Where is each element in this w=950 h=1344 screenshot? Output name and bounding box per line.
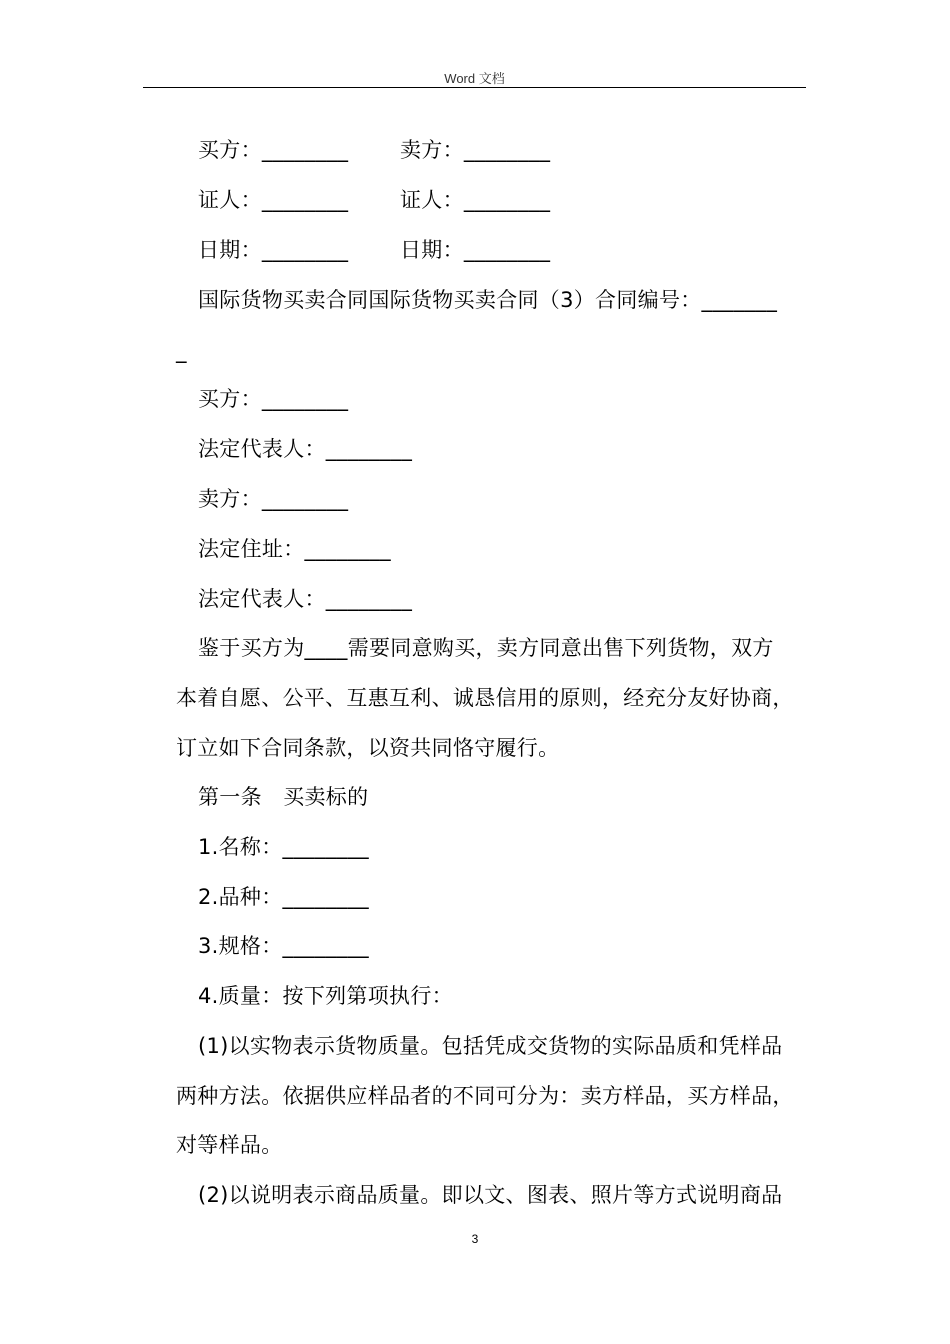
doc-line-date-2: 日期：________ [400, 238, 551, 262]
doc-item-variety: 2.品种：________ [198, 885, 369, 909]
doc-line-buyer-sign: 买方：________ [198, 138, 349, 162]
doc-line-buyer: 买方：________ [198, 387, 349, 411]
doc-line-witness-1: 证人：________ [198, 188, 349, 212]
doc-line-seller-sign: 卖方：________ [400, 138, 551, 162]
doc-line-date-1: 日期：________ [198, 238, 349, 262]
doc-line-legal-rep-2: 法定代表人：________ [198, 587, 413, 611]
doc-item-spec: 3.规格：________ [198, 934, 369, 958]
doc-paragraph-line: 对等样品。 [176, 1133, 283, 1157]
doc-line-title: 国际货物买卖合同国际货物买卖合同（3）合同编号：_______ [198, 288, 778, 312]
page-header: Word 文档 [444, 71, 505, 86]
doc-line-legal-rep: 法定代表人：________ [198, 437, 413, 461]
doc-line-wrap: _ [176, 339, 187, 363]
doc-paragraph-line: 鉴于买方为____需要同意购买，卖方同意出售下列货物，双方 [198, 636, 774, 660]
header-rule [143, 87, 806, 88]
doc-paragraph-line: 两种方法。依据供应样品者的不同可分为：卖方样品，买方样品， [176, 1084, 794, 1108]
doc-item-quality: 4.质量：按下列第项执行： [198, 984, 453, 1008]
page-number: 3 [471, 1232, 479, 1246]
doc-section-heading: 第一条 买卖标的 [198, 785, 369, 809]
doc-line-address: 法定住址：________ [198, 537, 391, 561]
doc-item-name: 1.名称：________ [198, 835, 369, 859]
doc-line-seller: 卖方：________ [198, 487, 349, 511]
doc-line-witness-2: 证人：________ [400, 188, 551, 212]
doc-paragraph-line: 订立如下合同条款，以资共同恪守履行。 [176, 736, 560, 760]
doc-paragraph-line: (1)以实物表示货物质量。包括凭成交货物的实际品质和凭样品 [198, 1034, 783, 1058]
doc-paragraph-line: (2)以说明表示商品质量。即以文、图表、照片等方式说明商品 [198, 1183, 783, 1207]
doc-paragraph-line: 本着自愿、公平、互惠互利、诚恳信用的原则，经充分友好协商， [176, 686, 794, 710]
